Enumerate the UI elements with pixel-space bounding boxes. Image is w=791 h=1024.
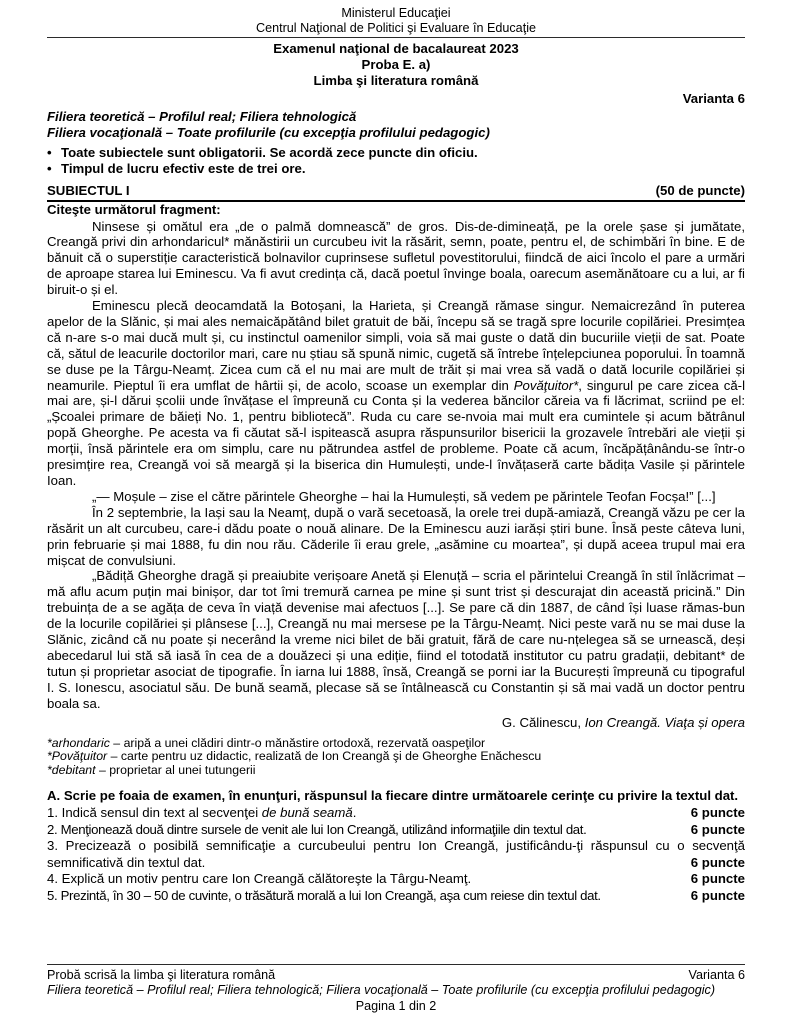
track-line-1: Filiera teoretică – Profilul real; Filiera tehnologică bbox=[47, 109, 357, 124]
question-row bbox=[47, 871, 745, 888]
page-footer bbox=[47, 964, 745, 1015]
exam-subject: Limba şi literatura română bbox=[313, 73, 479, 88]
footer-variant: Varianta 6 bbox=[688, 967, 745, 982]
question-points: 6 puncte bbox=[690, 821, 745, 837]
footer-filiera: Filiera teoretică – Profilul real; Filiera tehnologică; Filiera vocaţională – Toate profilurile (cu excepţia profilului pedagogic) bbox=[47, 983, 716, 997]
national-center-line: Centrul Naţional de Politici şi Evaluare în Educaţie bbox=[255, 20, 536, 35]
track-line-2: Filiera vocaţională – Toate profilurile (cu excepţia profilului pedagogic) bbox=[47, 124, 490, 140]
title-block bbox=[47, 41, 745, 89]
question-text: 3. Precizează o posibilă semnificaţie a curcubeului pentru Ion Creangă, justificându-ţi răspunsul cu o secvenţă semnificativă din textul dat. bbox=[47, 838, 745, 870]
footer-exam-label: Probă scrisă la limba şi literatura română bbox=[47, 967, 276, 982]
ministry-line: Ministerul Educaţiei bbox=[341, 6, 451, 20]
bullet-icon bbox=[47, 161, 61, 177]
section-a-intro: A. Scrie pe foaia de examen, în enunţuri, răspunsul la fiecare dintre următoarele cerinţe cu privire la textul dat. bbox=[47, 787, 739, 803]
question-points: 6 puncte bbox=[690, 887, 745, 903]
fragment-text bbox=[47, 219, 745, 712]
question-text: 2. Menţionează două dintre sursele de venit ale lui Ion Creangă, utilizând informaţiile din textul dat. bbox=[47, 821, 587, 837]
question-row bbox=[47, 822, 745, 839]
subject1-points: (50 de puncte) bbox=[655, 183, 745, 198]
question-points: 6 puncte bbox=[690, 805, 745, 821]
rule-item bbox=[47, 145, 745, 161]
footnote: *arhondaric – aripă a unei clădiri dintr-o mănăstire ortodoxă, rezervată oaspeţilor bbox=[47, 735, 486, 750]
rules-list bbox=[47, 145, 745, 177]
question-list bbox=[47, 805, 745, 904]
footnotes bbox=[47, 737, 745, 778]
footer-divider bbox=[47, 964, 745, 965]
rule-text: Timpul de lucru efectiv este de trei ore. bbox=[61, 161, 306, 176]
question-row bbox=[47, 838, 745, 871]
subject1-heading: SUBIECTUL I bbox=[47, 183, 130, 198]
fragment-paragraph: „Bădiță Gheorghe dragă și preaiubite verișoare Anetă și Elenuță – scria el părintelui Creangă în stil înlăcrimat – mă aflu acum puțin mai binișor, dar tot îmi tremură carnea pe mine și sunt trist și descurajat din această pricină.” Din trebuința de a se agăța de ceva în viață devenise mai afectuos [...]. Se pare că din 1887, de când își luase rămas-bun de la locurile copilăriei și plânsese [...], Creangă nu mai mersese pe la Târgu-Neamț. Nici peste vară nu se mai duse la Slănic, zicând că nu poate și necerând la vreme nici bilet de băi gratuit, fără de care nu-nțelegea să se urnească, deși abecedarul lui stă să iasă în cea de a douăzeci și una ediție, fiind el totodată institutor cu patru gradații, debitant* de tutun și proprietar asociat de tipografie. În iarna lui 1888, însă, Creangă se porni iar la București împreună cu tipograful I. S. Ionescu, asociatul său. De bună seamă, plecase să se întâlnească cu Constantin și să mai vadă un doctor pentru boala sa. bbox=[47, 568, 745, 711]
fragment-paragraph: „— Moșule – zise el către părintele Gheorghe – hai la Humulești, să vedem pe părintele Teofan Focșa!” [...] bbox=[92, 488, 716, 504]
exam-title: Examenul naţional de bacalaureat 2023 bbox=[273, 41, 519, 56]
question-row bbox=[47, 888, 745, 905]
question-row bbox=[47, 805, 745, 822]
question-text: 4. Explică un motiv pentru care Ion Creangă călătoreşte la Târgu-Neamţ. bbox=[47, 871, 472, 887]
track-block bbox=[47, 109, 745, 140]
exam-probe: Proba E. a) bbox=[361, 57, 431, 72]
fragment-paragraph: În 2 septembrie, la Iași sau la Neamț, după o vară secetoasă, la orele trei după-amiază, Creangă văzu pe cer la răsărit un alt curcubeu, care-i dădu poate o nouă alinare. De la Eminescu auzi iarăși știri bune. Însă peste câteva luni, prin februarie și mai 1888, fu din nou rău. Căderile îi erau grele, „asămine cu moartea”, și după aceea trupul mai era mișcat de convulsiuni. bbox=[47, 504, 745, 568]
subject1-header bbox=[47, 183, 745, 202]
footnote: *Povăţuitor – carte pentru uz didactic, realizată de Ion Creangă şi de Gheorghe Enăchescu bbox=[47, 749, 542, 764]
question-points: 6 puncte bbox=[690, 854, 745, 870]
fragment-paragraph: Ninsese și omătul era „de o palmă domnească” de gros. Dis-de-dimineață, pe la orele șase și jumătate, Creangă privi din arhondaricul* mănăstirii un curcubeu ivit la răsărit, semn, poate, pentru el, de schimbări în bine. E de bănuit că o superstiție caracteristică bolnavilor cuprinsese sufletul povestitorului, fiindcă de aici încolo el pare a urmări de aproape starea lui Eminescu. Va fi avut credința că, dacă poetul învinge boala, oarecum asemănătoare cu a lui, ar fi biruit-o și el. bbox=[47, 218, 745, 298]
footnote: *debitant – proprietar al unei tutungerii bbox=[47, 763, 256, 778]
attribution: G. Călinescu, Ion Creangă. Viaţa și opera bbox=[501, 714, 745, 730]
read-instruction: Citeşte următorul fragment: bbox=[47, 202, 221, 217]
question-text: 5. Prezintă, în 30 – 50 de cuvinte, o trăsătură morală a lui Ion Creangă, aşa cum reiese din textul dat. bbox=[47, 887, 601, 903]
header-divider bbox=[47, 37, 745, 38]
bullet-icon bbox=[47, 145, 61, 161]
question-points: 6 puncte bbox=[690, 871, 745, 887]
rule-text: Toate subiectele sunt obligatorii. Se acordă zece puncte din oficiu. bbox=[61, 145, 478, 160]
fragment-paragraph: Eminescu plecă deocamdată la Botoșani, la Harieta, și Creangă rămase singur. Nemaicrezând în puterea apelor de la Slănic, și mai ales nemaicăpătând bilet gratuit de băi, începu să se tragă spre locurile copilăriei. Presimțea că n-are s-o mai ducă mult și, cu instinctul oamenilor simpli, voia să mai guste o dată din bucuriile vieții de sat. Poate că, sătul de leacurile doctorilor mari, care nu știau să spună nimic, cugetă să întrebe înțelepciunea poporului. În toamnă se duse pe la Târgu-Neamț. Zicea cum că el nu mai are mult de trăit și mai vrea să vadă o dată locurile copilăriei și neamurile. Pieptul îi era umflat de hârtii și, de acolo, scoase un exemplar din Povăţuitor*, singurul pe care zicea că-l mai are, și-l dărui școlii unde învățase el împreună cu Conta și la vederea băncilor căreia va fi lăcrimat, scriind pe el: „Școalei primare de băieți No. 1, pentru bibliotecă”. Ruda cu care se-nvoia mai mult era cumintele și acum bătrânul popă Gheorghe. Pe acesta va fi căutat să-l ispitească asupra răspunsurilor bisericii la grozavele întrebări ale vieții și morții, însă părintele era om simplu, care nu pătrundea astfel de probleme. Poate că acum, încăpățânându-se într-o presimțire rea, Creangă voi să meargă și la biserica din Humulești, unde-l învățaseră carte bădița Vasile și părintele Ioan. bbox=[47, 298, 746, 488]
question-text: 1. Indică sensul din text al secvenţei de bună seamă. bbox=[47, 805, 357, 821]
rule-item bbox=[47, 161, 745, 177]
variant-label: Varianta 6 bbox=[682, 91, 745, 106]
footer-page-number: Pagina 1 din 2 bbox=[355, 998, 437, 1013]
